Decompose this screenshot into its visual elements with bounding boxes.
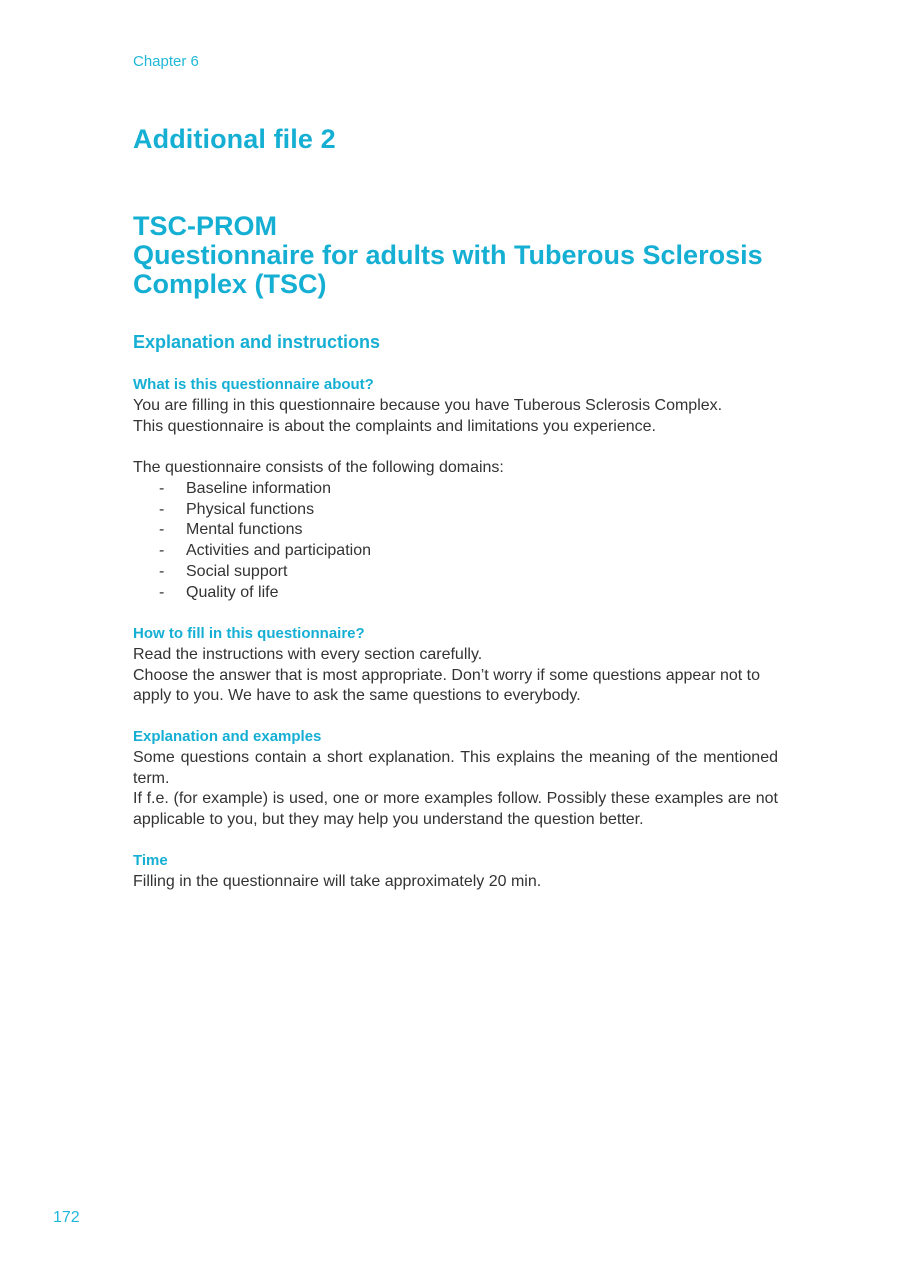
time-section <box>133 851 778 893</box>
how-to-paragraph-1: Read the instructions with every section carefully. <box>133 645 483 663</box>
section-heading: Explanation and instructions <box>133 332 381 352</box>
list-dash: - <box>159 562 165 580</box>
title-line-2: Questionnaire for adults with Tuberous Sclerosis <box>133 240 763 270</box>
list-item: - Social support <box>133 562 778 583</box>
list-item: - Mental functions <box>133 520 778 541</box>
about-section <box>133 375 778 437</box>
how-to-paragraph-2: Choose the answer that is most appropriate. Don’t worry if some questions appear not to apply to you. We have to ask the same questions to everybody. <box>133 666 760 705</box>
page-number: 172 <box>53 1209 80 1226</box>
domain-list <box>133 479 778 604</box>
running-head: Chapter 6 <box>133 53 199 70</box>
list-dash: - <box>159 521 165 539</box>
explanation-paragraph-2: If f.e. (for example) is used, one or more examples follow. Possibly these examples are not applicable to you, but they may help you understand the question better. <box>133 790 778 829</box>
about-heading: What is this questionnaire about? <box>133 376 374 393</box>
title-line-3: Complex (TSC) <box>133 269 327 299</box>
file-title: Additional file 2 <box>133 124 336 154</box>
list-dash: - <box>159 500 165 518</box>
domains-intro: The questionnaire consists of the following domains: <box>133 459 504 476</box>
title-line-1: TSC-PROM <box>133 211 277 241</box>
list-item: - Physical functions <box>133 500 778 521</box>
list-item: - Activities and participation <box>133 541 778 562</box>
list-dash: - <box>159 583 165 601</box>
about-paragraph-1: You are filling in this questionnaire because you have Tuberous Sclerosis Complex. <box>133 396 723 414</box>
list-dash: - <box>159 542 165 560</box>
domains-section <box>133 458 778 604</box>
list-item: - Baseline information <box>133 479 778 500</box>
explanation-section <box>133 727 778 831</box>
list-item: - Quality of life <box>133 583 778 604</box>
time-heading: Time <box>133 852 168 869</box>
explanation-paragraph-1: Some questions contain a short explanation. This explains the meaning of the mentioned term. <box>133 748 778 787</box>
about-paragraph-2: This questionnaire is about the complaints and limitations you experience. <box>133 417 656 435</box>
how-to-heading: How to fill in this questionnaire? <box>133 625 365 642</box>
list-dash: - <box>159 479 165 497</box>
how-to-section <box>133 624 778 707</box>
time-paragraph: Filling in the questionnaire will take approximately 20 min. <box>133 872 542 890</box>
explanation-heading: Explanation and examples <box>133 728 322 745</box>
questionnaire-title <box>133 212 793 299</box>
